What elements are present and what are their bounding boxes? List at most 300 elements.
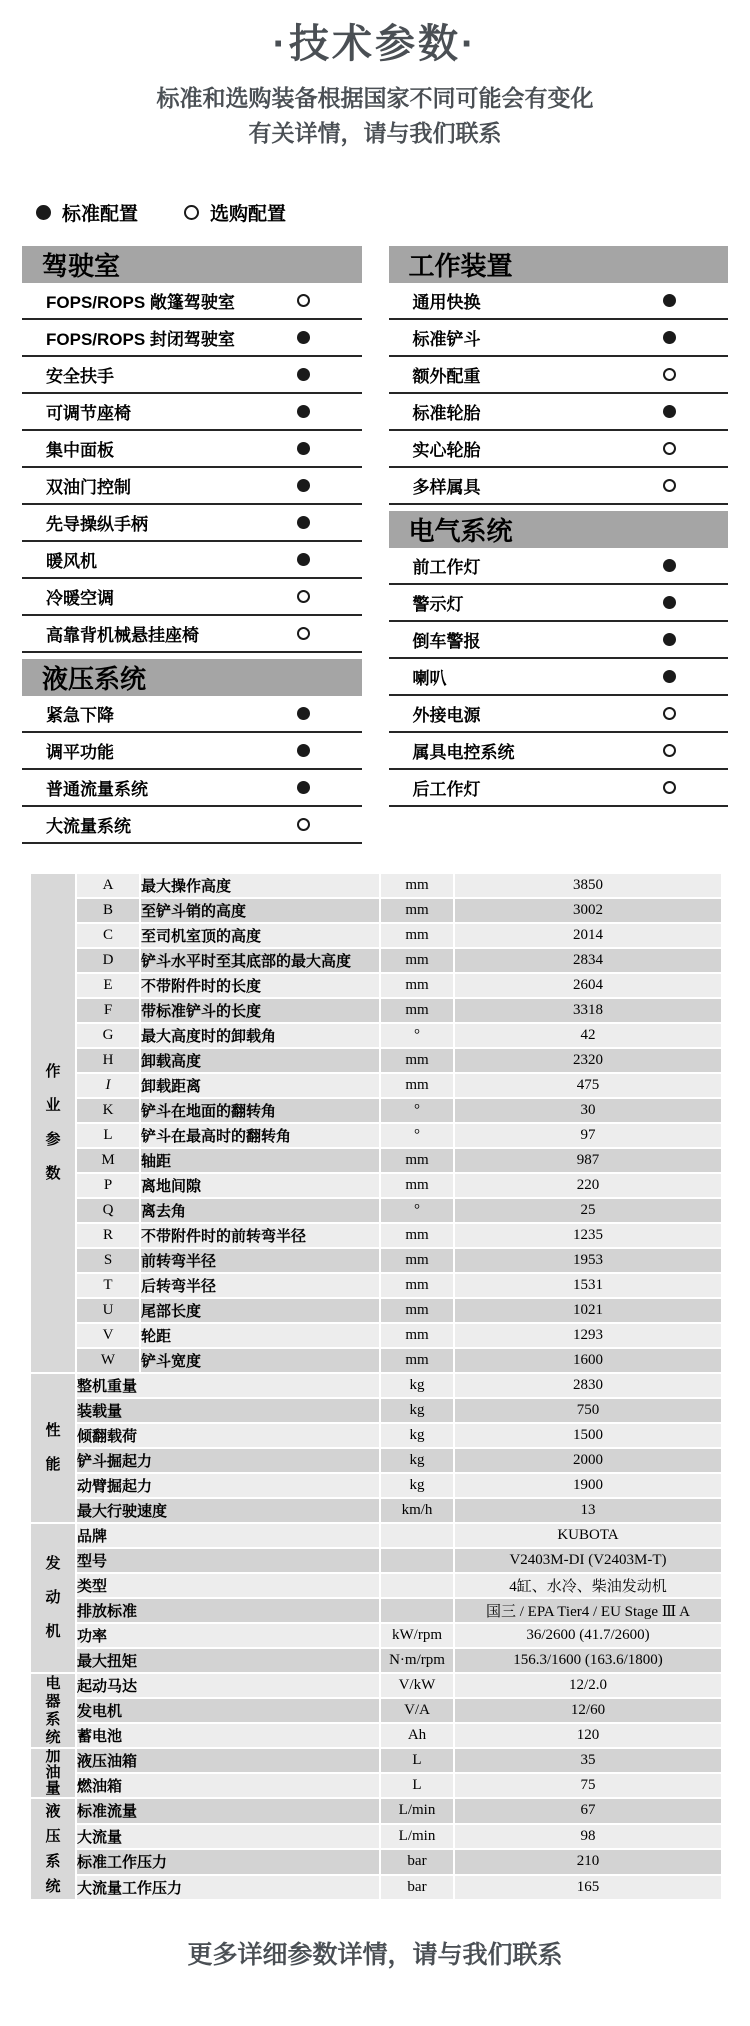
config-row [22, 770, 362, 807]
unit-label: mm [381, 999, 453, 1022]
config-row [389, 659, 729, 696]
parameter-value: 75 [455, 1774, 721, 1797]
parameter-name: 不带附件时的长度 [141, 974, 379, 997]
spec-group-label [31, 1374, 75, 1522]
spec-row [31, 1599, 721, 1622]
group-label-char: 性 [45, 1422, 61, 1439]
group-label-char: 能 [45, 1456, 61, 1473]
legend-standard-label: 标准配置 [62, 204, 139, 225]
unit-label: mm [381, 1074, 453, 1097]
parameter-name: 大流量工作压力 [77, 1876, 379, 1900]
spec-row [31, 999, 721, 1022]
config-item-label: 紧急下降 [46, 706, 114, 725]
group-label-char: 作 [45, 1063, 61, 1080]
equipment-column-left [22, 246, 362, 844]
parameter-name: 液压油箱 [77, 1749, 379, 1772]
parameter-name: 装载量 [77, 1399, 379, 1422]
parameter-value: KUBOTA [455, 1524, 721, 1547]
parameter-name: 蓄电池 [77, 1724, 379, 1747]
config-row [389, 622, 729, 659]
config-item-label: 调平功能 [46, 743, 114, 762]
section-header-bar [22, 659, 362, 696]
unit-label: mm [381, 899, 453, 922]
group-label-char: 系 [45, 1853, 61, 1870]
spec-row [31, 1349, 721, 1372]
unit-label: mm [381, 924, 453, 947]
optional-dot-icon [297, 294, 310, 307]
parameter-name: 整机重量 [77, 1374, 379, 1397]
standard-dot-icon [663, 596, 676, 609]
spec-row [31, 1524, 721, 1547]
standard-dot-icon [297, 479, 310, 492]
optional-dot-icon [184, 205, 199, 220]
group-label-char: 加 [45, 1749, 61, 1765]
parameter-value: 987 [455, 1149, 721, 1172]
optional-dot-icon [663, 368, 676, 381]
group-label-char: 业 [45, 1097, 61, 1114]
section-header-bar [389, 511, 729, 548]
config-row [22, 579, 362, 616]
unit-label: V/A [381, 1699, 453, 1722]
group-label-char: 器 [45, 1692, 61, 1710]
spec-row [31, 1499, 721, 1522]
spec-row [31, 1224, 721, 1247]
config-row [389, 283, 729, 320]
optional-dot-icon [297, 818, 310, 831]
parameter-name: 前转弯半径 [141, 1249, 379, 1272]
dimension-letter: K [77, 1099, 139, 1122]
parameter-value: 42 [455, 1024, 721, 1047]
dimension-letter: L [77, 1124, 139, 1147]
config-item-label: 警示灯 [412, 595, 464, 614]
parameter-value: 4缸、水冷、柴油发动机 [455, 1574, 721, 1597]
group-label-char: 液 [45, 1803, 61, 1820]
standard-dot-icon [663, 405, 676, 418]
dimension-letter: E [77, 974, 139, 997]
section-header-label: 工作装置 [408, 251, 513, 281]
parameter-name: 最大操作高度 [141, 874, 379, 897]
equipment-columns [22, 246, 728, 844]
parameter-value: 2834 [455, 949, 721, 972]
unit-label: ° [381, 1199, 453, 1222]
config-item-label: 暖风机 [46, 552, 97, 571]
config-row [22, 505, 362, 542]
parameter-value: 67 [455, 1799, 721, 1823]
section-header-label: 电气系统 [408, 516, 513, 546]
spec-row [31, 924, 721, 947]
parameter-name: 铲斗水平时至其底部的最大高度 [141, 949, 379, 972]
spec-row [31, 1424, 721, 1447]
standard-dot-icon [297, 442, 310, 455]
parameter-value: 国三 / EPA Tier4 / EU Stage Ⅲ A [455, 1599, 721, 1622]
spec-row [31, 1799, 721, 1823]
section-header-label: 驾驶室 [42, 251, 121, 281]
dimension-letter: T [77, 1274, 139, 1297]
spec-table [29, 872, 723, 1901]
unit-label: ° [381, 1099, 453, 1122]
footer-note: 更多详细参数详情，请与我们联系 [187, 1941, 563, 1969]
equipment-column-right [389, 246, 729, 844]
parameter-value: 2320 [455, 1049, 721, 1072]
parameter-name: 大流量 [77, 1825, 379, 1849]
group-label-char: 动 [45, 1589, 61, 1606]
standard-dot-icon [297, 331, 310, 344]
parameter-name: 卸载高度 [141, 1049, 379, 1072]
unit-label: mm [381, 1299, 453, 1322]
config-item-label: FOPS/ROPS 封闭驾驶室 [46, 330, 235, 349]
unit-label: mm [381, 874, 453, 897]
parameter-name: 铲斗宽度 [141, 1349, 379, 1372]
unit-label: ° [381, 1024, 453, 1047]
group-label-char: 机 [45, 1623, 61, 1640]
config-row [22, 357, 362, 394]
equipment-section [389, 246, 729, 505]
unit-label: V/kW [381, 1674, 453, 1697]
config-item-label: 外接电源 [412, 706, 481, 725]
config-item-label: 喇叭 [412, 669, 447, 688]
spec-row [31, 1299, 721, 1322]
spec-row [31, 1024, 721, 1047]
spec-group-label [31, 1749, 75, 1797]
parameter-value: 98 [455, 1825, 721, 1849]
standard-dot-icon [297, 781, 310, 794]
equipment-section [22, 246, 362, 653]
parameter-value: 12/60 [455, 1699, 721, 1722]
standard-dot-icon [297, 744, 310, 757]
spec-row [31, 1574, 721, 1597]
parameter-value: 1900 [455, 1474, 721, 1497]
group-label-char: 参 [45, 1131, 61, 1148]
section-header-label: 液压系统 [42, 664, 147, 694]
config-item-label: 后工作灯 [412, 780, 481, 799]
parameter-name: 起动马达 [77, 1674, 379, 1697]
spec-row [31, 1774, 721, 1797]
config-row [22, 320, 362, 357]
config-row [22, 542, 362, 579]
unit-label: kg [381, 1449, 453, 1472]
subtitle-line-2: 有关详情，请与我们联系 [248, 120, 502, 146]
parameter-name: 离去角 [141, 1199, 379, 1222]
spec-row [31, 1274, 721, 1297]
standard-dot-icon [297, 405, 310, 418]
spec-row [31, 1474, 721, 1497]
parameter-name: 发电机 [77, 1699, 379, 1722]
spec-row [31, 1099, 721, 1122]
parameter-name: 最大高度时的卸载角 [141, 1024, 379, 1047]
parameter-name: 功率 [77, 1624, 379, 1647]
standard-dot-icon [297, 368, 310, 381]
standard-dot-icon [663, 559, 676, 572]
config-row [389, 394, 729, 431]
parameter-value: 1021 [455, 1299, 721, 1322]
unit-label: mm [381, 974, 453, 997]
spec-group-label [31, 1674, 75, 1747]
optional-dot-icon [663, 781, 676, 794]
dimension-letter: B [77, 899, 139, 922]
standard-dot-icon [297, 516, 310, 529]
config-item-label: 先导操纵手柄 [46, 515, 148, 534]
unit-label [381, 1524, 453, 1547]
dimension-letter: D [77, 949, 139, 972]
group-label-char: 电 [45, 1674, 61, 1692]
unit-label: kW/rpm [381, 1624, 453, 1647]
spec-row [31, 1399, 721, 1422]
parameter-name: 动臂掘起力 [77, 1474, 379, 1497]
section-header-bar [22, 246, 362, 283]
config-row [22, 283, 362, 320]
unit-label: mm [381, 1174, 453, 1197]
parameter-value: 1235 [455, 1224, 721, 1247]
unit-label: km/h [381, 1499, 453, 1522]
parameter-value: 12/2.0 [455, 1674, 721, 1697]
optional-dot-icon [663, 744, 676, 757]
standard-dot-icon [663, 670, 676, 683]
config-row [389, 770, 729, 807]
spec-row [31, 974, 721, 997]
config-row [389, 357, 729, 394]
parameter-value: 1293 [455, 1324, 721, 1347]
parameter-name: 燃油箱 [77, 1774, 379, 1797]
parameter-name: 最大扭矩 [77, 1649, 379, 1672]
config-row [389, 585, 729, 622]
parameter-name: 后转弯半径 [141, 1274, 379, 1297]
spec-row [31, 1324, 721, 1347]
unit-label: L [381, 1749, 453, 1772]
spec-row [31, 1749, 721, 1772]
unit-label: L [381, 1774, 453, 1797]
dimension-letter: M [77, 1149, 139, 1172]
dimension-letter: A [77, 874, 139, 897]
config-item-label: 冷暖空调 [46, 589, 114, 608]
parameter-name: 标准工作压力 [77, 1850, 379, 1874]
parameter-value: V2403M-DI (V2403M-T) [455, 1549, 721, 1572]
optional-dot-icon [663, 442, 676, 455]
parameter-value: 3850 [455, 874, 721, 897]
spec-row [31, 899, 721, 922]
dimension-letter: I [77, 1074, 139, 1097]
standard-dot-icon [663, 331, 676, 344]
parameter-name: 尾部长度 [141, 1299, 379, 1322]
spec-table-body [31, 874, 721, 1899]
spec-row [31, 1124, 721, 1147]
config-row [389, 431, 729, 468]
config-row [22, 394, 362, 431]
group-label-char: 油 [45, 1764, 61, 1781]
parameter-value: 165 [455, 1876, 721, 1900]
spec-row [31, 1249, 721, 1272]
spec-row [31, 1374, 721, 1397]
parameter-value: 3002 [455, 899, 721, 922]
unit-label: kg [381, 1374, 453, 1397]
config-item-label: FOPS/ROPS 敞篷驾驶室 [46, 293, 235, 312]
parameter-name: 至司机室顶的高度 [141, 924, 379, 947]
parameter-value: 1953 [455, 1249, 721, 1272]
dimension-letter: W [77, 1349, 139, 1372]
config-row [389, 548, 729, 585]
config-item-label: 大流量系统 [46, 817, 131, 836]
parameter-name: 轴距 [141, 1149, 379, 1172]
unit-label: mm [381, 1224, 453, 1247]
unit-label: mm [381, 1349, 453, 1372]
parameter-name: 不带附件时的前转弯半径 [141, 1224, 379, 1247]
unit-label: kg [381, 1399, 453, 1422]
config-row [389, 468, 729, 505]
dimension-letter: P [77, 1174, 139, 1197]
parameter-value: 3318 [455, 999, 721, 1022]
parameter-name: 最大行驶速度 [77, 1499, 379, 1522]
group-label-char: 数 [45, 1165, 61, 1182]
optional-dot-icon [663, 707, 676, 720]
optional-dot-icon [297, 590, 310, 603]
config-row [22, 696, 362, 733]
spec-row [31, 1624, 721, 1647]
parameter-value: 2830 [455, 1374, 721, 1397]
parameter-name: 轮距 [141, 1324, 379, 1347]
parameter-value: 156.3/1600 (163.6/1800) [455, 1649, 721, 1672]
dimension-letter: U [77, 1299, 139, 1322]
parameter-name: 排放标准 [77, 1599, 379, 1622]
parameter-name: 类型 [77, 1574, 379, 1597]
spec-row [31, 1699, 721, 1722]
parameter-value: 1500 [455, 1424, 721, 1447]
config-row [389, 320, 729, 357]
dimension-letter: S [77, 1249, 139, 1272]
config-item-label: 前工作灯 [412, 558, 481, 577]
config-item-label: 多样属具 [412, 478, 481, 497]
parameter-value: 475 [455, 1074, 721, 1097]
config-item-label: 属具电控系统 [412, 743, 515, 762]
unit-label [381, 1549, 453, 1572]
unit-label: mm [381, 949, 453, 972]
config-row [22, 807, 362, 844]
subtitle-line-1: 标准和选购装备根据国家不同可能会有变化 [156, 85, 594, 111]
equipment-section [22, 659, 362, 844]
spec-group-label [31, 1524, 75, 1672]
section-header-bar [389, 246, 729, 283]
parameter-value: 220 [455, 1174, 721, 1197]
config-item-label: 安全扶手 [46, 367, 114, 386]
unit-label: Ah [381, 1724, 453, 1747]
config-row [389, 733, 729, 770]
parameter-name: 型号 [77, 1549, 379, 1572]
page-subtitle [0, 81, 750, 151]
spec-row [31, 1049, 721, 1072]
parameter-name: 卸载距离 [141, 1074, 379, 1097]
dimension-letter: H [77, 1049, 139, 1072]
unit-label [381, 1599, 453, 1622]
parameter-value: 97 [455, 1124, 721, 1147]
group-label-char: 统 [45, 1878, 61, 1895]
dimension-letter: R [77, 1224, 139, 1247]
unit-label: L/min [381, 1799, 453, 1823]
config-item-label: 倒车警报 [412, 632, 481, 651]
dimension-letter: Q [77, 1199, 139, 1222]
group-label-char: 发 [45, 1555, 61, 1572]
dimension-letter: G [77, 1024, 139, 1047]
parameter-value: 30 [455, 1099, 721, 1122]
config-item-label: 可调节座椅 [46, 404, 131, 423]
optional-dot-icon [297, 627, 310, 640]
unit-label: mm [381, 1049, 453, 1072]
unit-label: kg [381, 1474, 453, 1497]
parameter-value: 2604 [455, 974, 721, 997]
parameter-name: 铲斗掘起力 [77, 1449, 379, 1472]
parameter-name: 铲斗在地面的翻转角 [141, 1099, 379, 1122]
config-row [22, 616, 362, 653]
unit-label: bar [381, 1876, 453, 1900]
parameter-value: 120 [455, 1724, 721, 1747]
parameter-value: 2014 [455, 924, 721, 947]
standard-dot-icon [297, 707, 310, 720]
standard-dot-icon [663, 294, 676, 307]
spec-row [31, 1449, 721, 1472]
dimension-letter: F [77, 999, 139, 1022]
parameter-value: 1531 [455, 1274, 721, 1297]
spec-row [31, 874, 721, 897]
legend-optional-label: 选购配置 [210, 204, 287, 225]
optional-dot-icon [663, 479, 676, 492]
parameter-name: 倾翻载荷 [77, 1424, 379, 1447]
config-item-label: 集中面板 [46, 441, 114, 460]
unit-label: mm [381, 1274, 453, 1297]
spec-row [31, 1674, 721, 1697]
config-item-label: 双油门控制 [46, 478, 131, 497]
spec-row [31, 1850, 721, 1874]
group-label-char: 压 [45, 1828, 61, 1845]
parameter-name: 离地间隙 [141, 1174, 379, 1197]
unit-label: mm [381, 1149, 453, 1172]
config-item-label: 标准轮胎 [412, 404, 481, 423]
unit-label: kg [381, 1424, 453, 1447]
unit-label: ° [381, 1124, 453, 1147]
config-row [22, 431, 362, 468]
spec-row [31, 1174, 721, 1197]
spec-row [31, 1199, 721, 1222]
unit-label: bar [381, 1850, 453, 1874]
unit-label: N·m/rpm [381, 1649, 453, 1672]
config-item-label: 额外配重 [412, 367, 481, 386]
parameter-value: 13 [455, 1499, 721, 1522]
parameter-value: 750 [455, 1399, 721, 1422]
group-label-char: 统 [45, 1728, 61, 1746]
parameter-value: 36/2600 (41.7/2600) [455, 1624, 721, 1647]
spec-row [31, 1074, 721, 1097]
parameter-name: 至铲斗销的高度 [141, 899, 379, 922]
standard-dot-icon [663, 633, 676, 646]
parameter-value: 210 [455, 1850, 721, 1874]
spec-row [31, 949, 721, 972]
config-item-label: 实心轮胎 [412, 441, 481, 460]
spec-row [31, 1724, 721, 1747]
spec-row [31, 1876, 721, 1900]
unit-label [381, 1574, 453, 1597]
parameter-value: 1600 [455, 1349, 721, 1372]
parameter-name: 标准流量 [77, 1799, 379, 1823]
config-row [22, 468, 362, 505]
config-item-label: 普通流量系统 [46, 780, 148, 799]
spec-row [31, 1649, 721, 1672]
page-title: ·技术参数· [272, 22, 478, 66]
spec-group-label [31, 874, 75, 1372]
unit-label: L/min [381, 1825, 453, 1849]
parameter-name: 带标准铲斗的长度 [141, 999, 379, 1022]
parameter-name: 铲斗在最高时的翻转角 [141, 1124, 379, 1147]
unit-label: mm [381, 1324, 453, 1347]
parameter-value: 2000 [455, 1449, 721, 1472]
spec-row [31, 1825, 721, 1849]
config-item-label: 高靠背机械悬挂座椅 [46, 626, 199, 645]
group-label-char: 系 [45, 1710, 61, 1728]
